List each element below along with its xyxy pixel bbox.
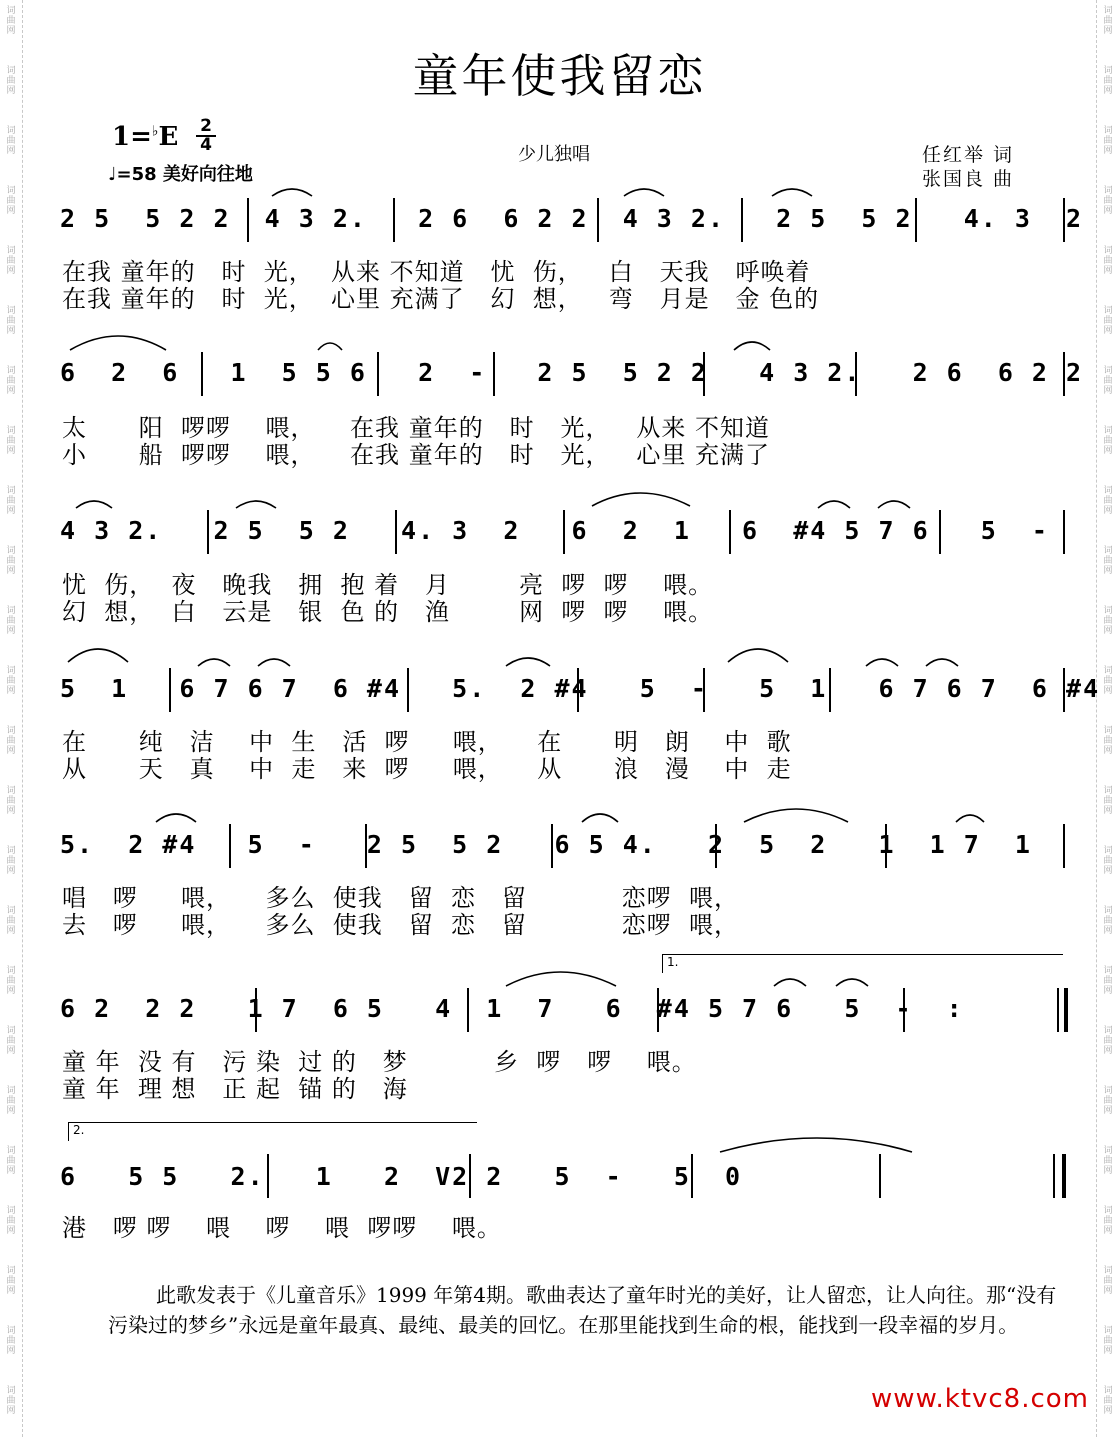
composer-credit: 张国良 曲 [922,168,1015,190]
notation-line: 6 5 5 2. 1 2 V2 2 5 - 5 0 [60,1162,743,1191]
lyric-verse-1: 港 啰 啰 喂 啰 喂 啰啰 喂。 [62,1214,502,1242]
watermark-text: 词曲网 [1103,666,1113,696]
watermark-text: 词曲网 [1103,126,1113,156]
time-bottom: 4 [196,135,216,154]
watermark-text: 词曲网 [1103,1266,1113,1296]
lyric-verse-2: 在我 童年的 时 光， 心里 充满了 幻 想， 弯 月是 金 色的 [62,285,820,313]
watermark-text: 词曲网 [1103,486,1113,516]
watermark-text: 词曲网 [6,1326,16,1356]
notation-line: 5. 2 #4 5 - 2 5 5 2 6 5 4. 2 5 2 1 1 7 1 [60,830,1032,859]
time-top: 2 [200,116,212,136]
watermark-text: 词曲网 [6,66,16,96]
watermark-text: 词曲网 [6,426,16,456]
left-watermark-strip [0,0,23,1437]
first-ending-bracket [662,954,1063,973]
watermark-text: 词曲网 [1103,366,1113,396]
watermark-text: 词曲网 [6,726,16,756]
tempo-marking: ♩=58 美好向往地 [108,164,253,185]
lyric-verse-1: 童 年 没 有 污 染 过 的 梦 乡 啰 啰 喂。 [62,1048,697,1076]
lyric-verse-1: 太 阳 啰啰 喂， 在我 童年的 时 光， 从来 不知道 [62,414,770,442]
watermark-text: 词曲网 [1103,1386,1113,1416]
watermark-text: 词曲网 [1103,66,1113,96]
watermark-text: 词曲网 [6,606,16,636]
lyricist-credit: 任红举 词 [922,144,1015,166]
lyric-verse-1: 在我 童年的 时 光， 从来 不知道 忧 伤， 白 天我 呼唤着 [62,258,811,286]
watermark-text: 词曲网 [1103,1026,1113,1056]
flat-sign: ♭ [151,123,159,140]
lyric-verse-1: 忧 伤， 夜 晚我 拥 抱 着 月 亮 啰 啰 喂。 [62,571,714,599]
watermark-text: 词曲网 [1103,1206,1113,1236]
watermark-text: 词曲网 [6,1026,16,1056]
watermark-text: 词曲网 [6,906,16,936]
lyric-verse-1: 在 纯 洁 中 生 活 啰 喂， 在 明 朗 中 歌 [62,728,792,756]
right-watermark-strip [1096,0,1119,1437]
watermark-text: 词曲网 [6,186,16,216]
watermark-text: 词曲网 [1103,1086,1113,1116]
watermark-text: 词曲网 [6,126,16,156]
notation-line: 6 2 2 2 1 7 6 5 4 1 7 6 #4 5 7 6 5 - : [60,994,964,1023]
lyric-verse-1: 唱 啰 喂， 多么 使我 留 恋 留 恋啰 喂， [62,884,740,912]
watermark-text: 词曲网 [1103,186,1113,216]
watermark-text: 词曲网 [6,846,16,876]
watermark-text: 词曲网 [1103,846,1113,876]
watermark-text: 词曲网 [6,6,16,36]
watermark-text: 词曲网 [6,306,16,336]
watermark-text: 词曲网 [6,786,16,816]
song-title: 童年使我留恋 [412,49,707,103]
watermark-text: 词曲网 [1103,1146,1113,1176]
watermark-text: 词曲网 [6,1086,16,1116]
watermark-text: 词曲网 [1103,426,1113,456]
lyric-verse-2: 幻 想， 白 云是 银 色 的 渔 网 啰 啰 喂。 [62,598,714,626]
performer-label: 少儿独唱 [518,144,590,165]
watermark-text: 词曲网 [1103,546,1113,576]
key-prefix: 1= [112,122,152,152]
key-letter: E [158,122,179,152]
key-signature [112,122,178,152]
watermark-text: 词曲网 [6,546,16,576]
watermark-text: 词曲网 [6,486,16,516]
watermark-text: 词曲网 [6,1206,16,1236]
notation-line: 6 2 6 1 5 5 6 2 - 2 5 5 2 2 4 3 2. 2 6 6 2 2 [60,358,1084,387]
watermark-text: 词曲网 [6,666,16,696]
watermark-text: 词曲网 [1103,246,1113,276]
song-note-paragraph: 此歌发表于《儿童音乐》1999 年第4期。歌曲表达了童年时光的美好，让人留恋，让人向往。那“没有污染过的梦乡”永远是童年最真、最纯、最美的回忆。在那里能找到生命的根，能找到一段幸福的岁月。 [108,1283,1057,1337]
watermark-text: 词曲网 [1103,606,1113,636]
watermark-text: 词曲网 [1103,1326,1113,1356]
notation-line: 4 3 2. 2 5 5 2 4. 3 2 6 2 1 6 #4 5 7 6 5 - [60,516,1049,545]
second-ending-label: 2. [73,1123,85,1137]
time-signature [196,118,216,154]
notation-line: 5 1 6 7 6 7 6 #4 5. 2 #4 5 - 5 1 6 7 6 7 6 #4 [60,674,1101,703]
site-watermark[interactable]: www.ktvc8.com [871,1384,1089,1414]
watermark-text: 词曲网 [6,366,16,396]
watermark-text: 词曲网 [6,1146,16,1176]
watermark-text: 词曲网 [6,1266,16,1296]
notation-line: 2 5 5 2 2 4 3 2. 2 6 6 2 2 4 3 2. 2 5 5 2 4. 3 2 [60,204,1084,233]
watermark-text: 词曲网 [1103,6,1113,36]
watermark-text: 词曲网 [6,246,16,276]
watermark-text: 词曲网 [1103,726,1113,756]
lyric-verse-2: 去 啰 喂， 多么 使我 留 恋 留 恋啰 喂， [62,911,740,939]
lyric-verse-2: 童 年 理 想 正 起 锚 的 海 [62,1075,408,1103]
watermark-text: 词曲网 [1103,786,1113,816]
first-ending-label: 1. [667,955,679,969]
watermark-text: 词曲网 [1103,966,1113,996]
watermark-text: 词曲网 [1103,906,1113,936]
second-ending-bracket [68,1122,477,1141]
lyric-verse-2: 小 船 啰啰 喂， 在我 童年的 时 光， 心里 充满了 [62,441,770,469]
watermark-text: 词曲网 [1103,306,1113,336]
watermark-text: 词曲网 [6,966,16,996]
watermark-text: 词曲网 [6,1386,16,1416]
lyric-verse-2: 从 天 真 中 走 来 啰 喂， 从 浪 漫 中 走 [62,755,792,783]
